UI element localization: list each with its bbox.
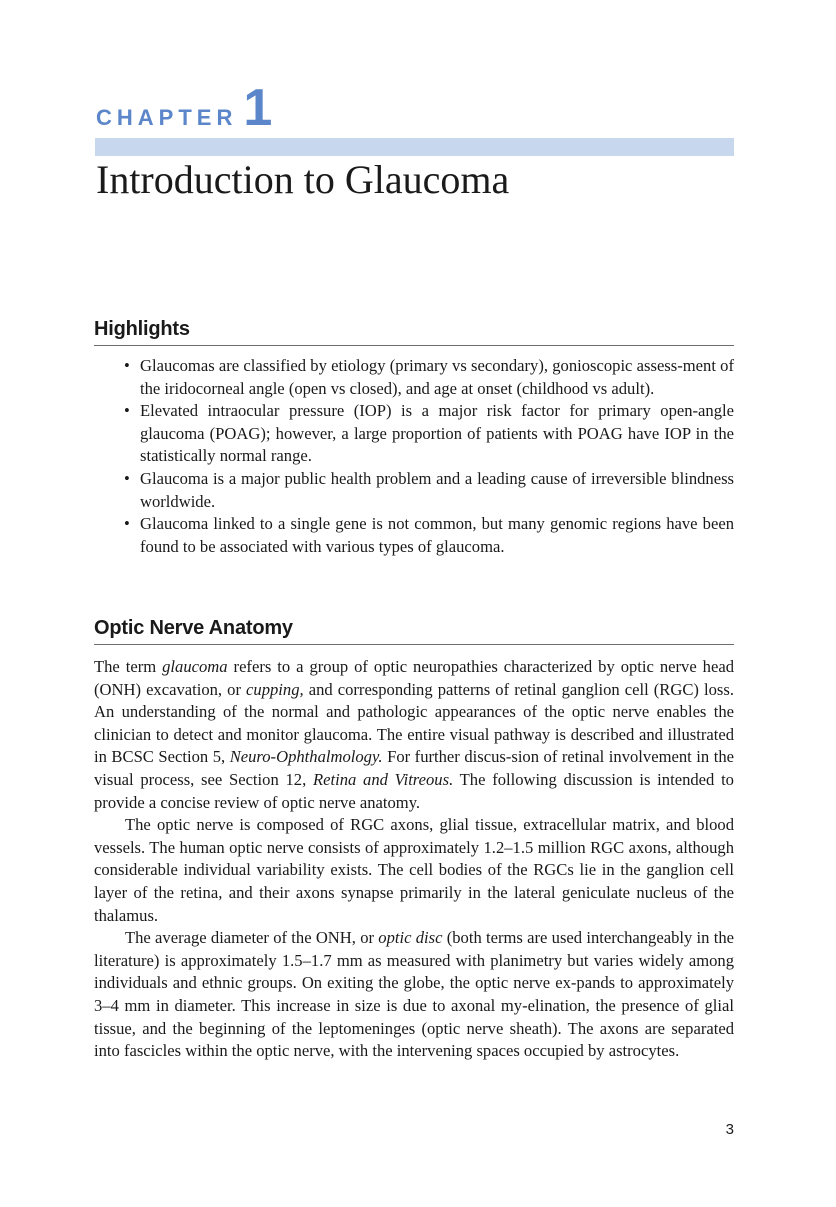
chapter-number: 1 [243,79,273,137]
page-number: 3 [725,1121,734,1138]
highlights-heading: Highlights [94,316,734,346]
text-run: and corresponding patterns of retinal ganglion cell (RGC) loss. An understanding of the normal and pathologic appearances of the optic nerve enables the clinician to detect and monitor glaucoma. The entire visual pathway is described and illustrated in BCSC Section 5, [94,679,734,767]
highlights-list [122,355,734,558]
highlight-item: • Elevated intraocular pressure (IOP) is a major risk factor for primary open-angle glaucoma (POAG); however, a large proportion of patients with POAG have IOP in the statistically normal range. [122,400,734,468]
highlight-item: • Glaucomas are classified by etiology (primary vs secondary), gonioscopic assess-ment of the iridocorneal angle (open vs closed), and age at onset (childhood vs adult). [122,355,734,400]
text-run: For further discus-sion of retinal involvement in the visual process, see Section 12, [94,747,734,789]
italic-book-title: Retina and Vitreous. [312,769,454,789]
body-paragraph-1 [94,656,734,814]
italic-book-title: Neuro-Ophthalmology. [229,747,383,767]
text-run: The average diameter of the ONH, or [125,928,379,948]
text-run: (both terms are used interchangeably in the literature) is approximately 1.5–1.7 mm as measured with planimetry but varies widely among individuals and ethnic groups. On exiting the globe, the optic nerve ex-pands to approximately 3–4 mm in diameter. This increase in size is due to axonal my-elination, the presence of glial tissue, and the beginning of the leptomeninges (optic nerve sheath). The axons are separated into fascicles within the optic nerve, with the intervening spaces occupied by astrocytes. [94,928,734,1061]
italic-term-cupping: cupping, [246,679,304,699]
text-run: The following discussion is intended to provide a concise review of optic nerve anatomy. [94,769,734,812]
highlight-item: • Glaucoma is a major public health problem and a leading cause of irreversible blindness worldwide. [122,468,734,513]
optic-nerve-anatomy-body [94,656,734,1063]
text-run: refers to a group of optic neuropathies characterized by optic nerve head (ONH) excavation, or [94,657,734,699]
chapter-title: Introduction to Glaucoma [96,157,510,202]
text-run: The term [94,657,163,676]
highlight-item: • Glaucoma linked to a single gene is not common, but many genomic regions have been found to be associated with various types of glaucoma. [122,513,734,558]
optic-nerve-anatomy-heading: Optic Nerve Anatomy [94,615,734,645]
body-paragraph-3 [94,927,734,1063]
italic-term-glaucoma: glaucoma [162,657,228,676]
chapter-word: CHAPTER [96,105,238,130]
body-paragraph-2: The optic nerve is composed of RGC axons, glial tissue, extracellular matrix, and blood vessels. The human optic nerve consists of approximately 1.2–1.5 million RGC axons, although considerable individual variability exists. The cell bodies of the RGCs lie in the ganglion cell layer of the retina, and their axons synapse primarily in the lateral geniculate nucleus of the thalamus. [94,815,734,925]
chapter-label [96,79,273,137]
italic-term-optic-disc: optic disc [378,928,443,948]
